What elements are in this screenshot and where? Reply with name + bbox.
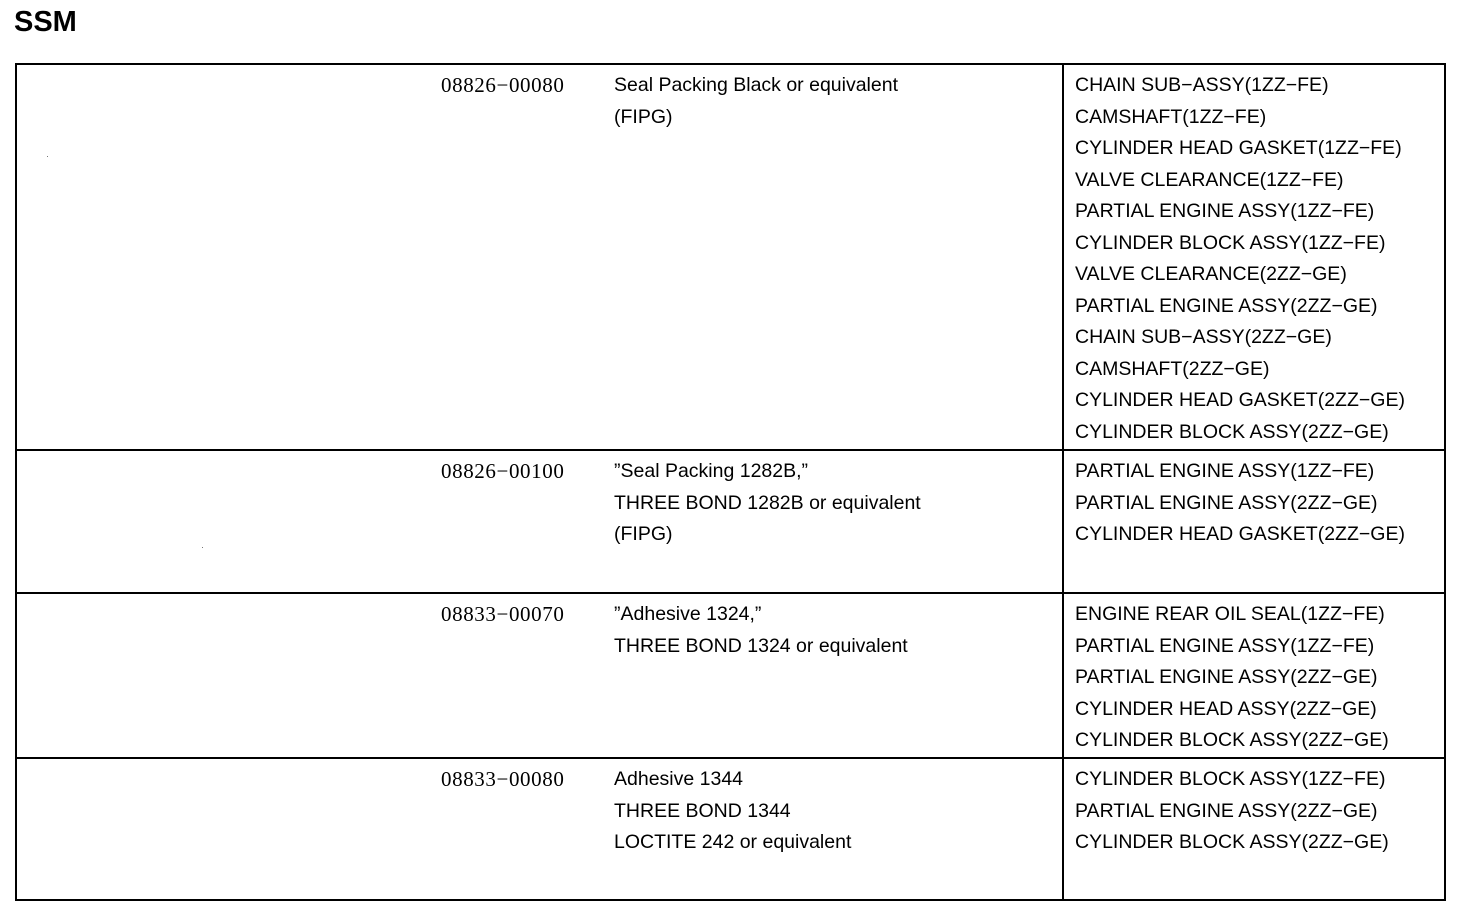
description-line: ”Adhesive 1324,” xyxy=(614,603,762,625)
application-item: PARTIAL ENGINE ASSY(2ZZ−GE) xyxy=(1075,666,1378,688)
application-item: CAMSHAFT(2ZZ−GE) xyxy=(1075,357,1270,380)
part-number: 08833−00070 xyxy=(441,602,565,626)
application-item: PARTIAL ENGINE ASSY(2ZZ−GE) xyxy=(1075,491,1378,514)
application-item: PARTIAL ENGINE ASSY(1ZZ−FE) xyxy=(1075,634,1375,657)
table-row xyxy=(17,594,1444,759)
part-cell xyxy=(17,65,1064,449)
application-list xyxy=(1075,599,1389,757)
application-item: CYLINDER BLOCK ASSY(2ZZ−GE) xyxy=(1075,831,1389,853)
application-item: VALVE CLEARANCE(1ZZ−FE) xyxy=(1075,168,1344,191)
part-number: 08826−00080 xyxy=(441,73,565,97)
part-number: 08826−00100 xyxy=(441,459,565,483)
description-line: (FIPG) xyxy=(614,105,673,128)
table-row xyxy=(17,451,1444,594)
part-cell xyxy=(17,594,1064,757)
application-item: CYLINDER BLOCK ASSY(2ZZ−GE) xyxy=(1075,420,1389,443)
application-item: CYLINDER HEAD GASKET(1ZZ−FE) xyxy=(1075,137,1402,159)
description-line: THREE BOND 1324 or equivalent xyxy=(614,634,908,657)
table-row xyxy=(17,65,1444,451)
table-row xyxy=(17,759,1444,899)
description-line: ”Seal Packing 1282B,” xyxy=(614,460,809,482)
description-line: (FIPG) xyxy=(614,523,673,545)
application-item: CYLINDER HEAD GASKET(2ZZ−GE) xyxy=(1075,523,1405,545)
application-item: CYLINDER BLOCK ASSY(2ZZ−GE) xyxy=(1075,729,1389,751)
application-item: VALVE CLEARANCE(2ZZ−GE) xyxy=(1075,263,1347,285)
part-cell xyxy=(17,451,1064,592)
application-item: CYLINDER HEAD ASSY(2ZZ−GE) xyxy=(1075,697,1377,720)
application-item: PARTIAL ENGINE ASSY(2ZZ−GE) xyxy=(1075,799,1378,822)
page-title: SSM xyxy=(14,6,77,38)
application-item: CHAIN SUB−ASSY(1ZZ−FE) xyxy=(1075,74,1329,96)
description-line: LOCTITE 242 or equivalent xyxy=(614,831,852,853)
description-line: Seal Packing Black or equivalent xyxy=(614,74,898,96)
application-item: CHAIN SUB−ASSY(2ZZ−GE) xyxy=(1075,326,1332,348)
image-placeholder xyxy=(47,156,48,157)
application-list xyxy=(1075,764,1389,859)
part-cell xyxy=(17,759,1064,899)
part-description xyxy=(614,456,921,551)
application-item: CYLINDER BLOCK ASSY(1ZZ−FE) xyxy=(1075,768,1386,790)
application-list xyxy=(1075,70,1405,448)
application-item: CAMSHAFT(1ZZ−FE) xyxy=(1075,105,1267,128)
part-description xyxy=(614,70,898,133)
description-line: THREE BOND 1344 xyxy=(614,799,791,822)
description-line: Adhesive 1344 xyxy=(614,768,744,790)
application-item: CYLINDER BLOCK ASSY(1ZZ−FE) xyxy=(1075,231,1386,254)
description-line: THREE BOND 1282B or equivalent xyxy=(614,491,921,514)
application-list xyxy=(1075,456,1405,551)
application-item: CYLINDER HEAD GASKET(2ZZ−GE) xyxy=(1075,389,1405,411)
application-item: PARTIAL ENGINE ASSY(2ZZ−GE) xyxy=(1075,294,1378,317)
part-description xyxy=(614,764,851,859)
application-item: ENGINE REAR OIL SEAL(1ZZ−FE) xyxy=(1075,603,1385,625)
image-placeholder xyxy=(202,547,203,548)
part-number: 08833−00080 xyxy=(441,767,565,791)
part-description xyxy=(614,599,908,662)
ssm-table xyxy=(15,63,1446,901)
application-item: PARTIAL ENGINE ASSY(1ZZ−FE) xyxy=(1075,460,1375,482)
application-item: PARTIAL ENGINE ASSY(1ZZ−FE) xyxy=(1075,200,1375,222)
